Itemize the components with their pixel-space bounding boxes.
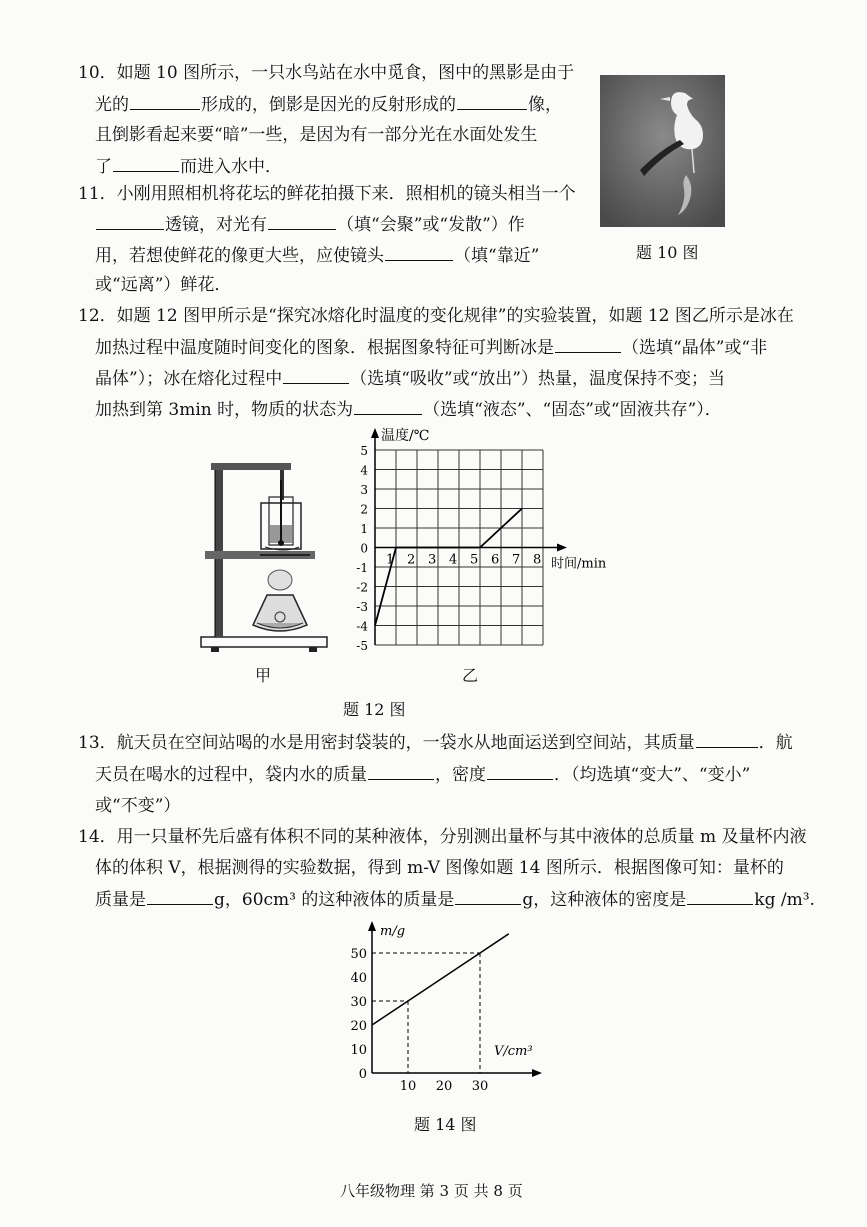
q14-blank-1[interactable]: [147, 888, 213, 905]
q12-text: 加热到第 3min 时，物质的状态为: [95, 400, 354, 420]
q11-text: 用，若想使鲜花的像更大些，应使镜头: [95, 246, 384, 266]
q11-text: （填“靠近”: [454, 246, 540, 266]
q14-blank-2[interactable]: [455, 888, 521, 905]
q13-blank-1[interactable]: [696, 731, 758, 748]
y-tick-label: -4: [356, 619, 368, 634]
y-tick-label: 3: [360, 483, 368, 497]
fig14-caption: 题 14 图: [414, 1115, 477, 1134]
q13-text: ，密度: [435, 765, 486, 785]
q10-text: 像，: [528, 95, 562, 115]
data-series-line: [372, 934, 509, 1025]
y-tick-label: 1: [360, 522, 368, 536]
y-tick-label: 5: [360, 444, 368, 458]
melting-apparatus: [195, 455, 335, 655]
x-axis-label: 时间/min: [551, 556, 607, 572]
q10-blank-3[interactable]: [113, 155, 179, 172]
y-tick-label: 10: [350, 1043, 367, 1058]
x-tick-label: 3: [428, 552, 437, 568]
y-tick-label: -1: [356, 561, 368, 575]
x-tick-label: 6: [491, 552, 500, 568]
q10-text: 形成的，倒影是因光的反射形成的: [201, 95, 456, 115]
q13-line3: 或“不变”）: [95, 796, 181, 816]
q11-line4: 或“远离”）鲜花．: [95, 275, 232, 295]
y-axis-arrow: [368, 921, 376, 931]
q13-blank-3[interactable]: [487, 763, 553, 780]
x-tick-label: 4: [449, 552, 458, 568]
q12-text: （选填“吸收”或“放出”）热量，温度保持不变；当: [350, 369, 725, 389]
q13-text: 13．航天员在空间站喝的水是用密封袋装的，一袋水从地面运送到空间站，其质量: [78, 733, 695, 753]
x-tick-label: 7: [512, 552, 521, 568]
q14-text: g，60cm³ 的这种液体的质量是: [214, 890, 455, 910]
y-axis-arrow: [371, 428, 379, 438]
x-tick-label: 30: [471, 1079, 489, 1094]
q13-line2: [95, 763, 750, 786]
x-tick-label: 8: [533, 552, 542, 568]
y-tick-label: 4: [360, 463, 368, 478]
x-tick-label: 5: [470, 552, 479, 568]
q11-line2: [95, 213, 525, 236]
y-tick-label: 0: [360, 541, 368, 556]
q12-line3: [95, 367, 725, 390]
q12-blank-3[interactable]: [354, 398, 422, 415]
q14-text: g，这种液体的密度是: [522, 890, 687, 910]
q13-line1: [78, 731, 793, 754]
fig10-caption: 题 10 图: [636, 243, 699, 262]
y-tick-label: 0: [358, 1067, 367, 1082]
x-tick-label: 2: [407, 552, 416, 568]
q13-text: 天员在喝水的过程中，袋内水的质量: [95, 765, 367, 785]
temperature-time-chart: [340, 420, 640, 660]
q12-line4: [95, 398, 722, 421]
q11-text: 透镜，对光有: [165, 215, 267, 235]
q10-line4: [95, 155, 282, 178]
x-axis-label: V/cm³: [494, 1044, 533, 1059]
y-tick-label: -3: [356, 600, 368, 614]
q12-blank-1[interactable]: [555, 336, 621, 353]
q12-text: （选填“液态”、“固态”或“固液共存”）．: [423, 400, 722, 420]
page-footer: 八年级物理 第 3 页 共 8 页: [340, 1182, 523, 1200]
x-tick-label: 1: [386, 552, 395, 568]
bird-photo: [600, 75, 725, 227]
q10-blank-2[interactable]: [457, 93, 527, 110]
mass-volume-chart: [340, 915, 550, 1095]
q14-text: kg /m³.: [754, 890, 815, 910]
q12-blank-2[interactable]: [283, 367, 349, 384]
q10-blank-1[interactable]: [130, 93, 200, 110]
q10-text: 光的: [95, 95, 129, 115]
q12-text: 晶体”）；冰在熔化过程中: [95, 369, 283, 389]
q10-line1: 10．如题 10 图所示，一只水鸟站在水中觅食，图中的黑影是由于: [78, 63, 575, 83]
x-tick-label: 20: [435, 1079, 453, 1094]
q10-text: 了: [95, 157, 112, 177]
y-axis-label: 温度/℃: [381, 428, 430, 444]
bird-silhouette: [600, 75, 725, 227]
y-tick-label: 20: [350, 1019, 367, 1034]
q12-line1: 12．如题 12 图甲所示是“探究冰熔化时温度的变化规律”的实验装置，如题 12 图乙所示是冰在: [78, 306, 794, 326]
x-tick-label: 10: [399, 1079, 417, 1094]
y-tick-label: 30: [350, 995, 367, 1010]
q14-line3: [95, 888, 815, 911]
y-tick-label: 50: [350, 947, 367, 962]
q14-line2: 体的体积 V，根据测得的实验数据，得到 m-V 图像如题 14 图所示．根据图像可知：量杯的: [95, 858, 784, 878]
q11-line1: 11．小刚用照相机将花坛的鲜花拍摄下来．照相机的镜头相当一个: [78, 184, 576, 204]
q14-blank-3[interactable]: [687, 888, 753, 905]
y-tick-label: -2: [356, 580, 368, 595]
q13-blank-2[interactable]: [368, 763, 434, 780]
q13-text: ．（均选填“变大”、“变小”: [554, 765, 751, 785]
q12-line2: [95, 336, 767, 359]
q11-blank-1[interactable]: [96, 213, 164, 230]
q12-text: （选填“晶体”或“非: [622, 338, 768, 358]
q10-line2: [95, 93, 562, 116]
y-tick-label: 40: [350, 971, 367, 986]
x-axis-arrow: [557, 544, 567, 552]
q11-line3: [95, 244, 539, 267]
q11-text: （填“会聚”或“发散”）作: [337, 215, 525, 235]
fig12-caption: 题 12 图: [343, 700, 406, 719]
x-axis-arrow: [532, 1069, 542, 1077]
y-axis-label: m/g: [380, 924, 406, 939]
q13-text: ．航: [758, 733, 793, 753]
q12-text: 加热过程中温度随时间变化的图象．根据图象特征可判断冰是: [95, 338, 554, 358]
fig12-label-jia: 甲: [255, 666, 272, 685]
q14-line1: 14．用一只量杯先后盛有体积不同的某种液体，分别测出量杯与其中液体的总质量 m 及量杯内液: [78, 827, 807, 847]
q11-blank-3[interactable]: [385, 244, 453, 261]
q10-line3: 且倒影看起来要“暗”一些，是因为有一部分光在水面处发生: [95, 125, 538, 145]
fig12-label-yi: 乙: [462, 666, 479, 685]
y-tick-label: -5: [356, 639, 368, 653]
y-tick-label: 2: [360, 502, 368, 517]
q10-text: 而进入水中．: [180, 157, 282, 177]
q11-blank-2[interactable]: [268, 213, 336, 230]
q14-text: 质量是: [95, 890, 146, 910]
